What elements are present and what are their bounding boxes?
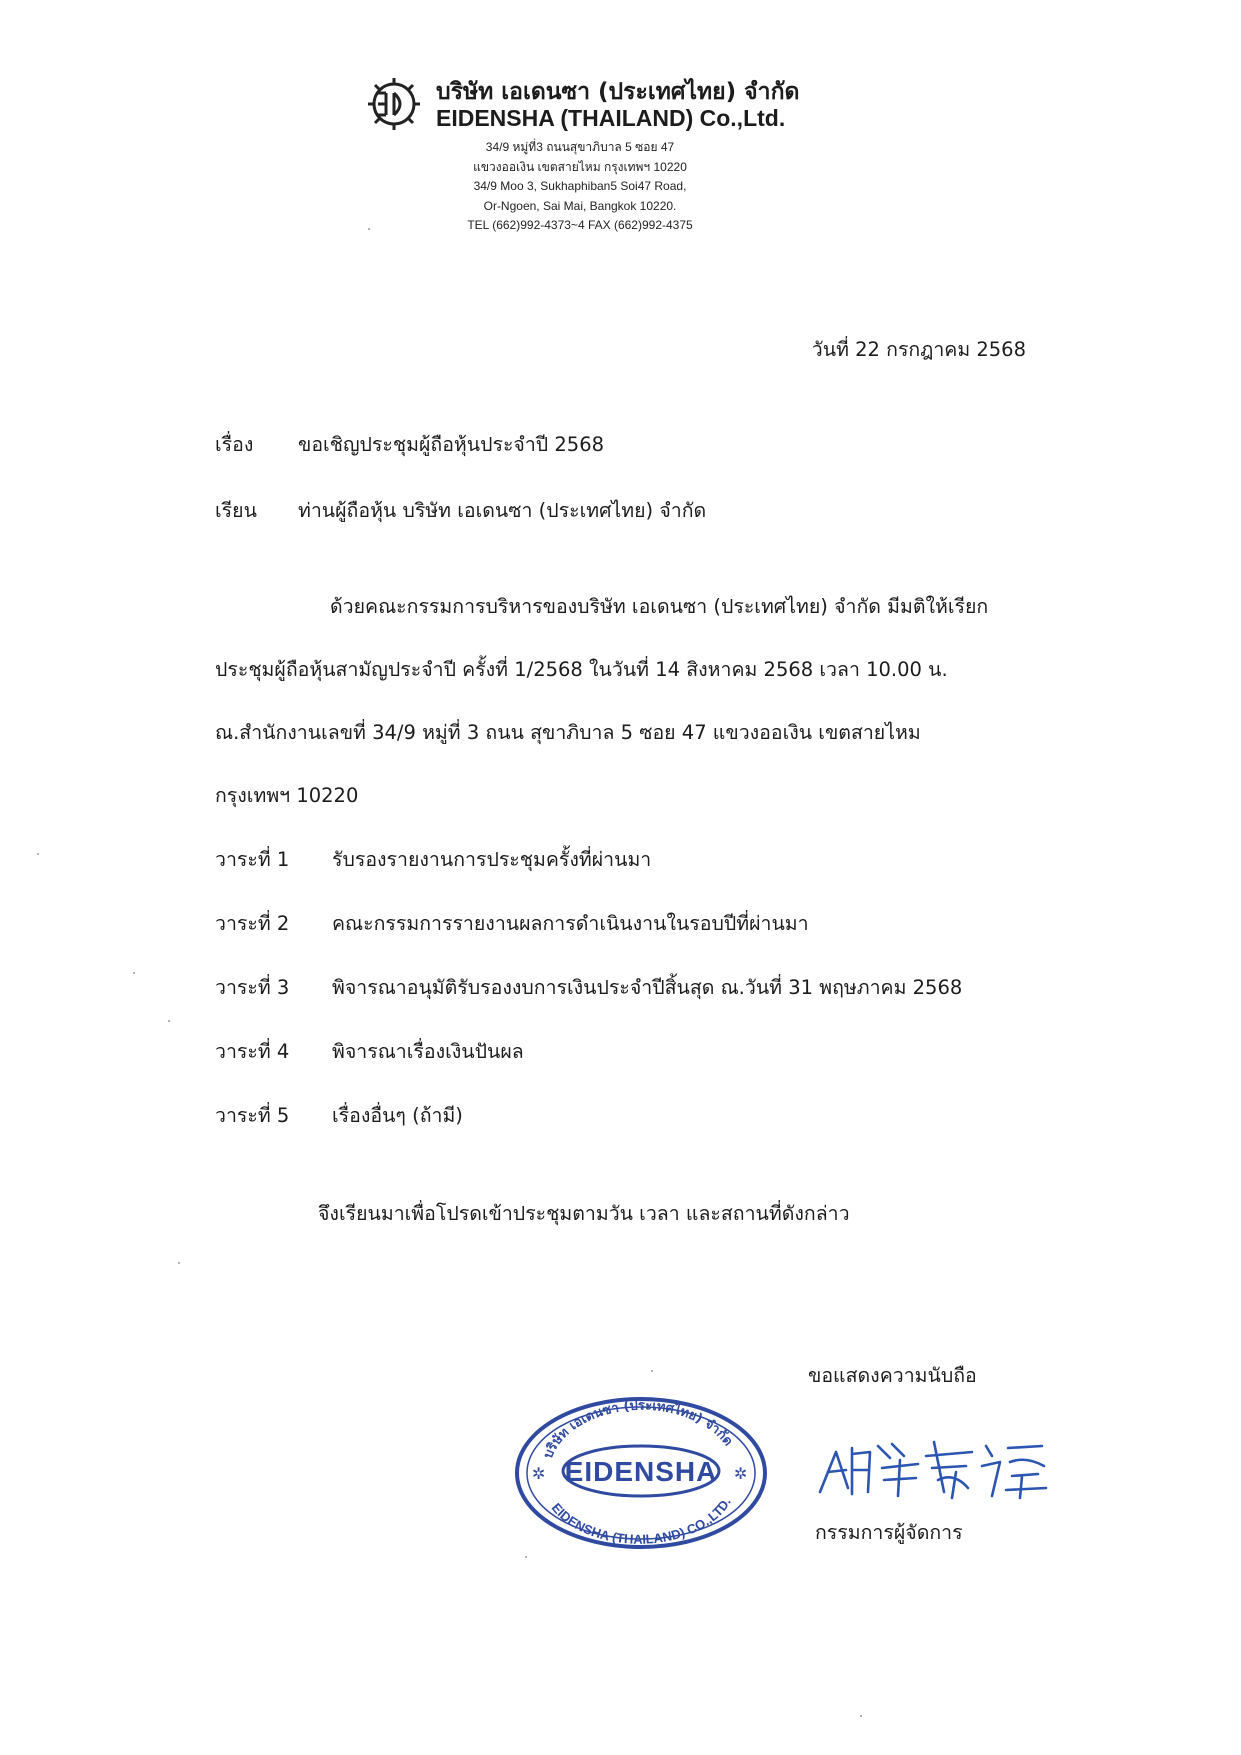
address-line: 34/9 Moo 3, Sukhaphiban5 Soi47 Road, xyxy=(473,179,687,193)
seal-ring-top-text: บริษัท เอเดนซา (ประเทศไทย) จำกัด xyxy=(540,1398,736,1461)
svg-text:✲: ✲ xyxy=(532,1464,546,1483)
body-line: ด้วยคณะกรรมการบริหารของบริษัท เอเดนซา (ประเทศไทย) จำกัด มีมติให้เรียก xyxy=(330,595,989,618)
scan-speck xyxy=(651,1370,653,1372)
signatory-title: กรรมการผู้จัดการ xyxy=(815,1521,963,1544)
svg-text:EIDENSHA (THAILAND) CO.,LTD. xyxy=(549,1495,734,1547)
letter-date: วันที่ 22 กรกฎาคม 2568 xyxy=(811,338,1026,361)
scan-speck xyxy=(860,1715,862,1717)
address-line: Or-Ngoen, Sai Mai, Bangkok 10220. xyxy=(483,198,677,213)
addressee-label: เรียน xyxy=(215,499,257,522)
agenda-label: วาระที่ 5 xyxy=(215,1104,290,1127)
agenda-item: คณะกรรมการรายงานผลการดำเนินงานในรอบปีที่ผ่านมา xyxy=(332,912,809,935)
handwritten-signature-icon xyxy=(806,1432,1056,1502)
closing-request: จึงเรียนมาเพื่อโปรดเข้าประชุมตามวัน เวลา และสถานที่ดังกล่าว xyxy=(318,1202,850,1225)
body-line: ณ.สำนักงานเลขที่ 34/9 หมู่ที่ 3 ถนน สุขาภิบาล 5 ซอย 47 แขวงออเงิน เขตสายไหม xyxy=(215,721,921,744)
scan-speck xyxy=(525,1556,527,1558)
agenda-item: พิจารณาเรื่องเงินปันผล xyxy=(332,1040,524,1063)
agenda-item: รับรองรายงานการประชุมครั้งที่ผ่านมา xyxy=(332,848,652,871)
svg-text:บริษัท เอเดนซา (ประเทศไทย) จำก xyxy=(541,1399,735,1461)
address-line: TEL (662)992-4373~4 FAX (662)992-4375 xyxy=(467,218,693,232)
body-line: กรุงเทพฯ 10220 xyxy=(215,784,359,807)
address-line: แขวงออเงิน เขตสายไหม กรุงเทพฯ 10220 xyxy=(473,159,687,174)
agenda-label: วาระที่ 2 xyxy=(215,912,290,935)
scan-speck xyxy=(178,1262,180,1264)
scan-speck xyxy=(168,1020,170,1022)
svg-text:✲: ✲ xyxy=(734,1464,748,1483)
subject-text: ขอเชิญประชุมผู้ถือหุ้นประจำปี 2568 xyxy=(298,433,605,456)
company-name-english: EIDENSHA (THAILAND) Co.,Ltd. xyxy=(436,105,786,131)
scan-speck xyxy=(37,853,39,855)
subject-label: เรื่อง xyxy=(215,433,254,456)
eidensha-logo-icon xyxy=(366,76,422,132)
seal-ring-bottom-text: EIDENSHA (THAILAND) CO.,LTD. xyxy=(548,1495,734,1547)
addressee-text: ท่านผู้ถือหุ้น บริษัท เอเดนซา (ประเทศไทย) จำกัด xyxy=(298,499,707,522)
address-line: 34/9 หมู่ที่3 ถนนสุขาภิบาล 5 ซอย 47 xyxy=(485,140,675,154)
company-name-thai: บริษัท เอเดนซา (ประเทศไทย) จำกัด xyxy=(436,79,800,105)
company-seal-icon xyxy=(512,1393,770,1553)
closing-salutation: ขอแสดงความนับถือ xyxy=(808,1364,977,1387)
agenda-label: วาระที่ 3 xyxy=(215,976,290,999)
agenda-item: เรื่องอื่นๆ (ถ้ามี) xyxy=(332,1104,463,1127)
agenda-label: วาระที่ 1 xyxy=(215,848,290,871)
agenda-label: วาระที่ 4 xyxy=(215,1040,290,1063)
scan-speck xyxy=(368,228,370,230)
seal-center-text: EIDENSHA xyxy=(564,1456,718,1487)
scan-speck xyxy=(133,972,135,974)
company-address xyxy=(330,138,830,236)
body-line: ประชุมผู้ถือหุ้นสามัญประจำปี ครั้งที่ 1/2568 ในวันที่ 14 สิงหาคม 2568 เวลา 10.00 น. xyxy=(215,658,948,681)
agenda-item: พิจารณาอนุมัติรับรองงบการเงินประจำปีสิ้นสุด ณ.วันที่ 31 พฤษภาคม 2568 xyxy=(332,976,963,999)
